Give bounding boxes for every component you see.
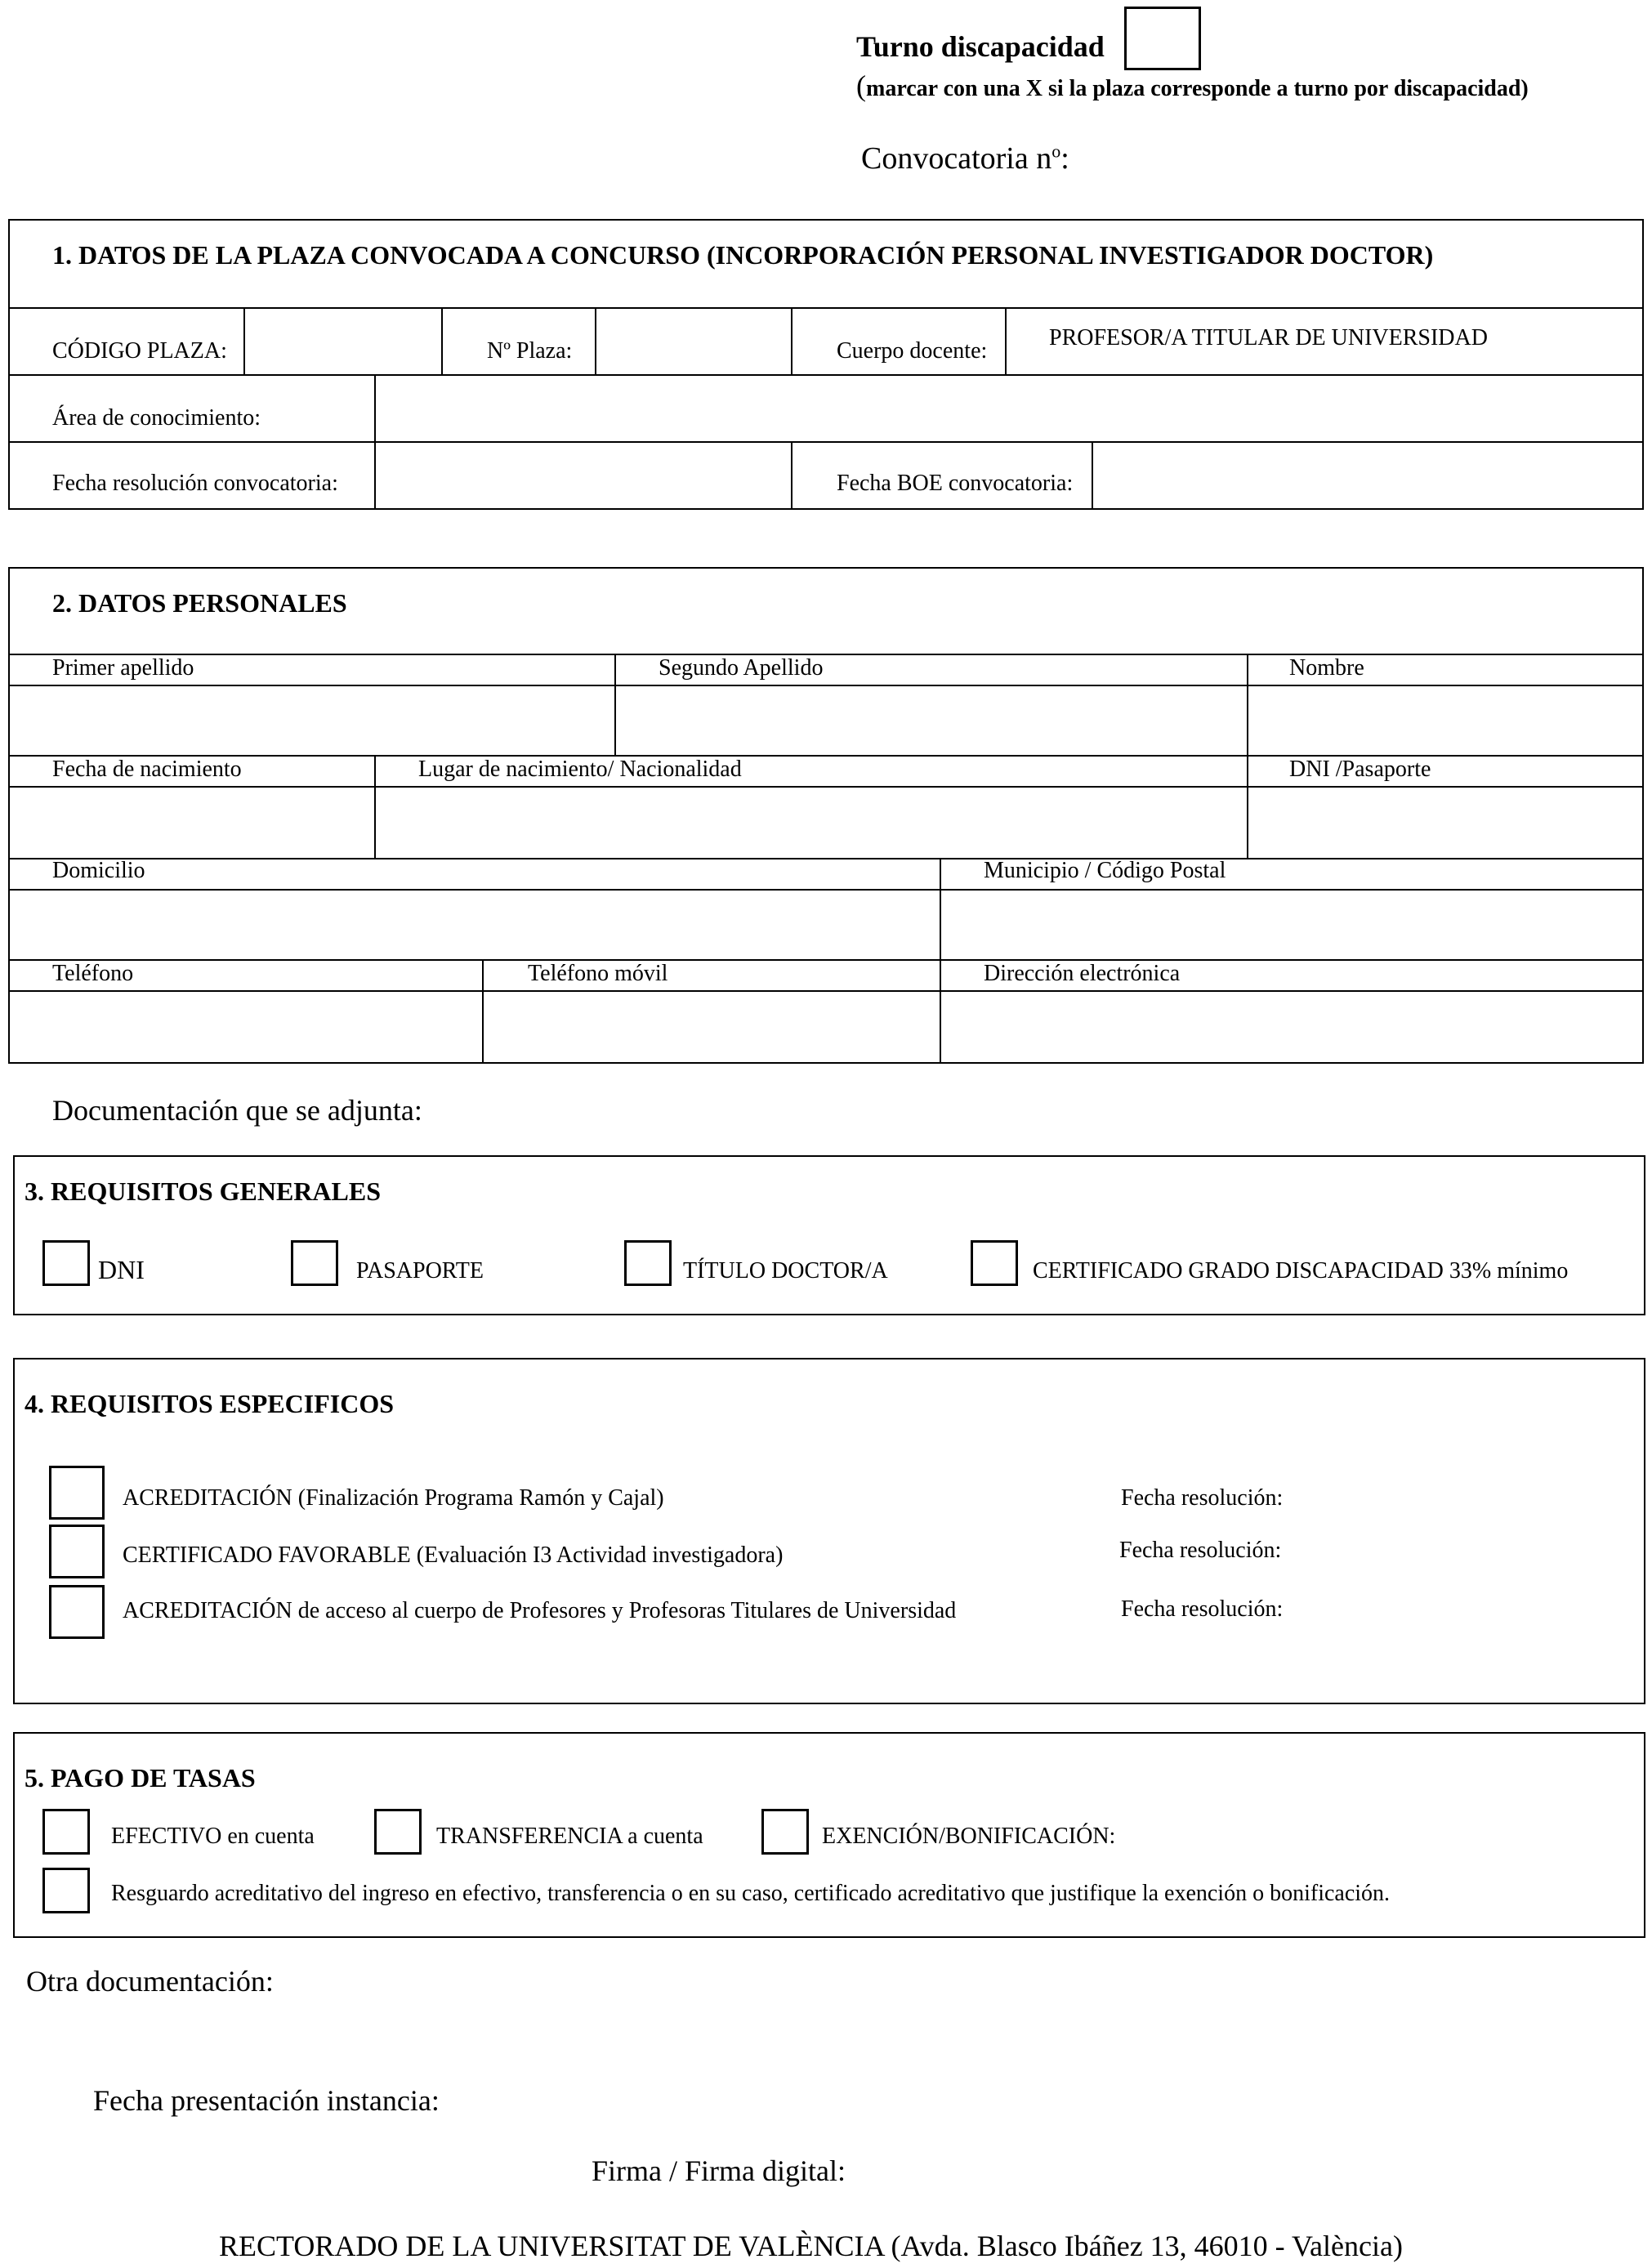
pasaporte-option-label: PASAPORTE bbox=[356, 1258, 484, 1284]
fecha-boe-convocatoria-input[interactable] bbox=[1093, 443, 1642, 508]
fecha-resolucion-convocatoria-label: Fecha resolución convocatoria: bbox=[52, 471, 338, 496]
telefono-input[interactable] bbox=[10, 992, 482, 1062]
fecha-boe-convocatoria-label: Fecha BOE convocatoria: bbox=[837, 471, 1074, 496]
convocatoria-colon: : bbox=[1060, 141, 1069, 176]
efectivo-option-label: EFECTIVO en cuenta bbox=[111, 1824, 315, 1849]
acreditacion-ramon-cajal-label: ACREDITACIÓN (Finalización Programa Ramón y Cajal) bbox=[123, 1485, 664, 1511]
codigo-plaza-label: CÓDIGO PLAZA: bbox=[52, 338, 227, 364]
section2-divider bbox=[8, 858, 1644, 859]
otra-documentacion-input[interactable] bbox=[294, 1961, 1634, 2002]
convocatoria-sup: o bbox=[1051, 141, 1061, 162]
nombre-input[interactable] bbox=[1248, 686, 1642, 755]
section5-title: 5. PAGO DE TASAS bbox=[25, 1763, 256, 1793]
cuerpo-docente-label: Cuerpo docente: bbox=[837, 338, 988, 364]
section2-title: 2. DATOS PERSONALES bbox=[52, 588, 347, 618]
firma-input[interactable] bbox=[866, 2149, 1438, 2190]
documentacion-label: Documentación que se adjunta: bbox=[52, 1094, 422, 1127]
fecha-presentacion-label: Fecha presentación instancia: bbox=[93, 2084, 440, 2117]
transferencia-option-label: TRANSFERENCIA a cuenta bbox=[436, 1824, 703, 1849]
firma-label: Firma / Firma digital: bbox=[592, 2154, 846, 2187]
fecha-nacimiento-label: Fecha de nacimiento bbox=[52, 757, 242, 782]
direccion-electronica-label: Dirección electrónica bbox=[984, 961, 1181, 986]
segundo-apellido-label: Segundo Apellido bbox=[659, 655, 824, 681]
certificado-favorable-label: CERTIFICADO FAVORABLE (Evaluación I3 Actividad investigadora) bbox=[123, 1543, 784, 1568]
section1-divider bbox=[791, 441, 793, 510]
area-conocimiento-input[interactable] bbox=[376, 376, 1642, 441]
dni-pasaporte-input[interactable] bbox=[1248, 788, 1642, 858]
acreditacion-titulares-checkbox[interactable] bbox=[49, 1585, 105, 1639]
acreditacion-titulares-label: ACREDITACIÓN de acceso al cuerpo de Profesores y Profesoras Titulares de Universidad bbox=[123, 1598, 957, 1623]
domicilio-input[interactable] bbox=[10, 891, 940, 959]
nombre-label: Nombre bbox=[1289, 655, 1364, 681]
direccion-electronica-input[interactable] bbox=[941, 992, 1642, 1062]
titulo-doctor-checkbox[interactable] bbox=[624, 1240, 672, 1286]
certificado-favorable-checkbox[interactable] bbox=[49, 1525, 105, 1578]
convocatoria-label bbox=[861, 141, 1069, 176]
section2-divider bbox=[8, 654, 1644, 655]
convocatoria-text: Convocatoria n bbox=[861, 141, 1052, 176]
turno-discapacidad-label: Turno discapacidad bbox=[856, 30, 1105, 63]
acreditacion-ramon-cajal-checkbox[interactable] bbox=[49, 1466, 105, 1520]
turno-discapacidad-note bbox=[856, 69, 1529, 103]
telefono-label: Teléfono bbox=[52, 961, 134, 986]
resguardo-checkbox[interactable] bbox=[42, 1868, 90, 1913]
telefono-movil-label: Teléfono móvil bbox=[528, 961, 668, 986]
certificado-discapacidad-option-label: CERTIFICADO GRADO DISCAPACIDAD 33% mínimo bbox=[1033, 1258, 1569, 1284]
n-plaza-label: Nº Plaza: bbox=[487, 338, 573, 364]
cuerpo-docente-value: PROFESOR/A TITULAR DE UNIVERSIDAD bbox=[1049, 325, 1488, 350]
otra-documentacion-label: Otra documentación: bbox=[26, 1965, 274, 1998]
efectivo-checkbox[interactable] bbox=[42, 1809, 90, 1855]
fecha-resolucion-label: Fecha resolución: bbox=[1121, 1596, 1284, 1622]
primer-apellido-input[interactable] bbox=[10, 686, 614, 755]
section1-divider bbox=[1005, 307, 1007, 376]
fecha-presentacion-input[interactable] bbox=[466, 2080, 956, 2121]
dni-pasaporte-label: DNI /Pasaporte bbox=[1289, 757, 1431, 782]
exencion-option-label: EXENCIÓN/BONIFICACIÓN: bbox=[822, 1824, 1116, 1849]
titulo-doctor-option-label: TÍTULO DOCTOR/A bbox=[683, 1258, 888, 1284]
turno-note-paren: ( bbox=[856, 69, 866, 102]
fecha-resolucion-label: Fecha resolución: bbox=[1121, 1485, 1284, 1511]
lugar-nacimiento-label: Lugar de nacimiento/ Nacionalidad bbox=[418, 757, 742, 782]
turno-note-text: marcar con una X si la plaza corresponde a turno por discapacidad) bbox=[866, 76, 1529, 101]
lugar-nacimiento-input[interactable] bbox=[376, 788, 1247, 858]
fecha-resolucion-label: Fecha resolución: bbox=[1119, 1538, 1282, 1563]
n-plaza-input[interactable] bbox=[596, 309, 791, 374]
domicilio-label: Domicilio bbox=[52, 858, 145, 883]
municipio-label: Municipio / Código Postal bbox=[984, 858, 1226, 883]
dni-option-label: DNI bbox=[98, 1255, 145, 1284]
section1-title: 1. DATOS DE LA PLAZA CONVOCADA A CONCURSO (INCORPORACIÓN PERSONAL INVESTIGADOR DOCTOR) bbox=[52, 240, 1434, 270]
fecha-nacimiento-input[interactable] bbox=[10, 788, 374, 858]
convocatoria-input[interactable] bbox=[1078, 137, 1618, 178]
certificado-discapacidad-checkbox[interactable] bbox=[971, 1240, 1018, 1286]
area-conocimiento-label: Área de conocimiento: bbox=[52, 405, 261, 431]
segundo-apellido-input[interactable] bbox=[616, 686, 1247, 755]
codigo-plaza-input[interactable] bbox=[245, 309, 441, 374]
section2-divider bbox=[8, 959, 1644, 961]
fecha-resolucion-convocatoria-input[interactable] bbox=[376, 443, 791, 508]
section1-divider bbox=[791, 307, 793, 376]
transferencia-checkbox[interactable] bbox=[374, 1809, 422, 1855]
footer-address: RECTORADO DE LA UNIVERSITAT DE VALÈNCIA (Avda. Blasco Ibáñez 13, 46010 - València) bbox=[219, 2230, 1403, 2262]
section1-divider bbox=[441, 307, 443, 376]
exencion-checkbox[interactable] bbox=[761, 1809, 809, 1855]
resguardo-label: Resguardo acreditativo del ingreso en efectivo, transferencia o en su caso, certificado acreditativo que justifique la exención o bonificación. bbox=[111, 1881, 1391, 1906]
pasaporte-checkbox[interactable] bbox=[291, 1240, 338, 1286]
section3-title: 3. REQUISITOS GENERALES bbox=[25, 1176, 381, 1206]
municipio-input[interactable] bbox=[941, 891, 1642, 959]
dni-checkbox[interactable] bbox=[42, 1240, 90, 1286]
telefono-movil-input[interactable] bbox=[484, 992, 940, 1062]
turno-discapacidad-checkbox[interactable] bbox=[1124, 7, 1201, 70]
primer-apellido-label: Primer apellido bbox=[52, 655, 194, 681]
section4-title: 4. REQUISITOS ESPECIFICOS bbox=[25, 1389, 394, 1418]
